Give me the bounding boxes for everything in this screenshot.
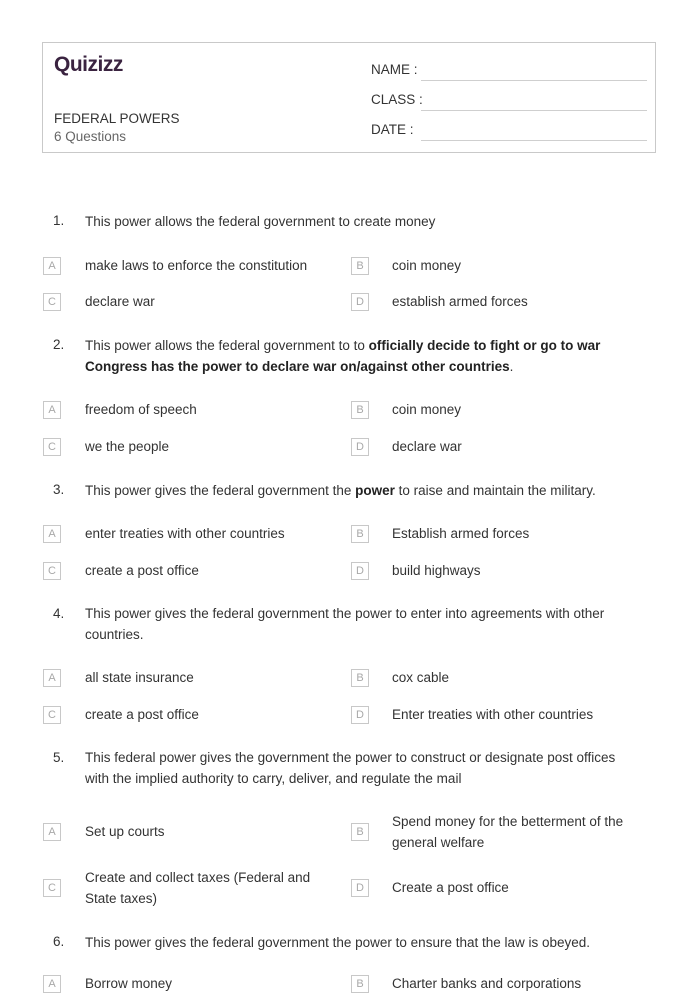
option-letter[interactable]: D [351, 293, 369, 311]
option-letter[interactable]: A [43, 257, 61, 275]
option-text[interactable]: Spend money for the betterment of the general welfare [392, 814, 624, 850]
question-text: This power gives the federal government the power to enter into agreements with other countries. [85, 606, 605, 642]
option-letter[interactable]: A [43, 823, 61, 841]
option-letter[interactable]: D [351, 562, 369, 580]
option-text[interactable]: make laws to enforce the constitution [85, 258, 308, 273]
option-text[interactable]: declare war [85, 294, 155, 309]
option-text[interactable]: Charter banks and corporations [392, 976, 582, 991]
option-text[interactable]: Set up courts [85, 824, 165, 839]
option-letter[interactable]: D [351, 879, 369, 897]
option-letter[interactable]: A [43, 975, 61, 993]
name-field[interactable] [371, 61, 647, 81]
option-text[interactable]: Create a post office [392, 880, 509, 895]
quizizz-logo: Quizizz [54, 53, 123, 76]
class-field[interactable] [371, 91, 647, 111]
question-number: 3. [53, 482, 65, 497]
option-text[interactable]: cox cable [392, 670, 450, 685]
option-letter[interactable]: A [43, 669, 61, 687]
name-label: NAME : [371, 62, 418, 77]
option-text[interactable]: Establish armed forces [392, 526, 530, 541]
option-text[interactable]: create a post office [85, 707, 199, 722]
option-letter[interactable]: B [351, 669, 369, 687]
option-letter[interactable]: A [43, 401, 61, 419]
option-text[interactable]: create a post office [85, 563, 199, 578]
option-text[interactable]: we the people [85, 439, 170, 454]
option-text[interactable]: Enter treaties with other countries [392, 707, 594, 722]
option-text[interactable]: Create and collect taxes (Federal and State taxes) [85, 870, 311, 906]
option-text[interactable]: all state insurance [85, 670, 194, 685]
option-letter[interactable]: D [351, 706, 369, 724]
option-letter[interactable]: B [351, 525, 369, 543]
option-letter[interactable]: C [43, 879, 61, 897]
option-letter[interactable]: B [351, 975, 369, 993]
question-text: This power gives the federal government the power to ensure that the law is obeyed. [85, 935, 591, 950]
option-letter[interactable]: B [351, 823, 369, 841]
option-text[interactable]: establish armed forces [392, 294, 528, 309]
name-line [421, 80, 647, 81]
option-text[interactable]: declare war [392, 439, 462, 454]
date-line [421, 140, 647, 141]
worksheet-title: FEDERAL POWERS [54, 111, 180, 126]
question-number: 2. [53, 337, 65, 352]
option-letter[interactable]: C [43, 438, 61, 456]
option-text[interactable]: Borrow money [85, 976, 173, 991]
option-text[interactable]: enter treaties with other countries [85, 526, 285, 541]
option-text[interactable]: coin money [392, 258, 462, 273]
question-number: 1. [53, 213, 65, 228]
worksheet-header [42, 42, 656, 153]
question-number: 6. [53, 934, 65, 949]
date-field[interactable] [371, 121, 647, 141]
option-letter[interactable]: B [351, 257, 369, 275]
date-label: DATE : [371, 122, 414, 137]
class-label: CLASS : [371, 92, 423, 107]
question-text: This power gives the federal government the power to raise and maintain the military. [85, 483, 596, 498]
question-text: This federal power gives the government the power to construct or designate post offices with the implied authority to carry, deliver, and regulate the mail [85, 750, 616, 786]
option-letter[interactable]: C [43, 562, 61, 580]
option-letter[interactable]: B [351, 401, 369, 419]
option-letter[interactable]: C [43, 706, 61, 724]
option-letter[interactable]: A [43, 525, 61, 543]
class-line [421, 110, 647, 111]
question-text: This power allows the federal government to create money [85, 214, 436, 229]
question-number: 5. [53, 750, 65, 765]
option-text[interactable]: freedom of speech [85, 402, 197, 417]
option-text[interactable]: build highways [392, 563, 481, 578]
option-letter[interactable]: D [351, 438, 369, 456]
question-text: This power allows the federal government to to officially decide to fight or go to war Congress has the power to declare war on/against other countries. [85, 338, 601, 374]
option-text[interactable]: coin money [392, 402, 462, 417]
question-count: 6 Questions [54, 129, 127, 144]
option-letter[interactable]: C [43, 293, 61, 311]
question-number: 4. [53, 606, 65, 621]
